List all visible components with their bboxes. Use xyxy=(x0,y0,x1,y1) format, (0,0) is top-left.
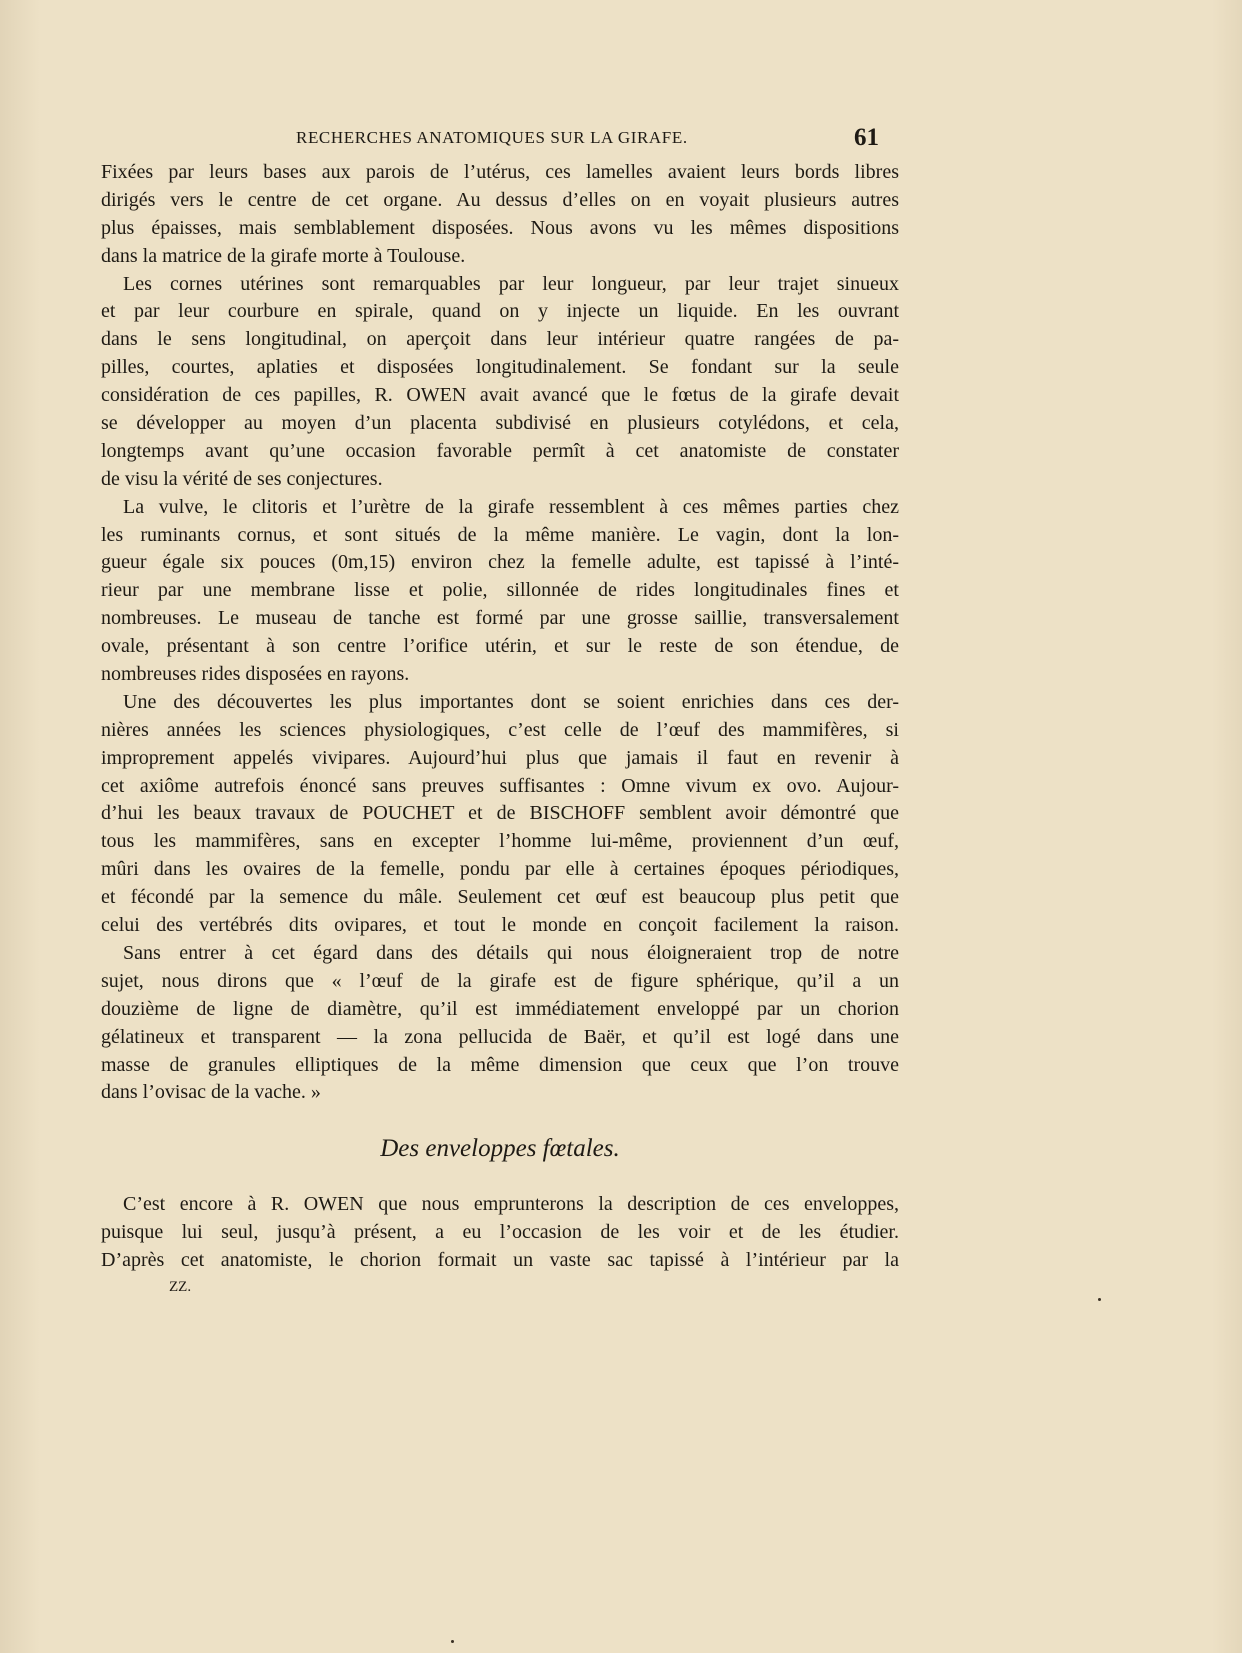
running-title: RECHERCHES ANATOMIQUES SUR LA GIRAFE. xyxy=(296,128,688,147)
text-line: gélatineux et transparent — la zona pellucida de Baër, et qu’il est logé dans une xyxy=(101,1025,899,1048)
text-line: C’est encore à R. OWEN que nous emprunterons la description de ces enveloppes, xyxy=(123,1193,899,1216)
text-line: gueur égale six pouces (0m,15) environ chez la femelle adulte, est tapissé à l’inté- xyxy=(101,551,899,574)
text-line: se développer au moyen d’un placenta subdivisé en plusieurs cotylédons, et cela, xyxy=(101,412,899,435)
text-line: dans la matrice de la girafe morte à Toulouse. xyxy=(101,244,466,267)
text-line: et par leur courbure en spirale, quand on y injecte un liquide. En les ouvrant xyxy=(101,300,899,323)
text-line: ovale, présentant à son centre l’orifice utérin, et sur le reste de son étendue, de xyxy=(101,635,899,658)
text-line: sujet, nous dirons que « l’œuf de la girafe est de figure sphérique, qu’il a un xyxy=(101,969,899,992)
text-line: mûri dans les ovaires de la femelle, pondu par elle à certaines époques périodiques, xyxy=(101,858,899,881)
body-text xyxy=(101,159,899,1299)
text-line: nières années les sciences physiologiques, c’est celle de l’œuf des mammifères, si xyxy=(101,718,899,741)
text-line: cet axiôme autrefois énoncé sans preuves suffisantes : Omne vivum ex ovo. Aujour- xyxy=(101,774,899,797)
text-line: nombreuses rides disposées en rayons. xyxy=(101,663,410,686)
text-line: masse de granules elliptiques de la même dimension que ceux que l’on trouve xyxy=(101,1053,899,1076)
text-line: longtemps avant qu’une occasion favorable permît à cet anatomiste de constater xyxy=(101,439,899,462)
text-line: D’après cet anatomiste, le chorion formait un vaste sac tapissé à l’intérieur par la xyxy=(101,1249,899,1272)
text-line: nombreuses. Le museau de tanche est formé par une grosse saillie, transversalement xyxy=(101,607,899,630)
text-line: Fixées par leurs bases aux parois de l’utérus, ces lamelles avaient leurs bords libres xyxy=(101,161,899,183)
paragraphs-after-heading xyxy=(101,1191,899,1275)
text-line: Sans entrer à cet égard dans des détails qui nous éloigneraient trop de notre xyxy=(123,941,899,964)
text-line: pilles, courtes, aplaties et disposées longitudinalement. Se fondant sur la seule xyxy=(101,356,899,379)
text-line: rieur par une membrane lisse et polie, sillonnée de rides longitudinales fines et xyxy=(101,579,899,602)
text-line: improprement appelés vivipares. Aujourd’hui plus que jamais il faut en revenir à xyxy=(101,746,899,769)
running-head xyxy=(100,124,900,154)
section-heading: Des enveloppes fœtales. xyxy=(380,1135,620,1163)
ink-speck xyxy=(1098,1298,1101,1301)
text-line: La vulve, le clitoris et l’urètre de la girafe ressemblent à ces mêmes parties chez xyxy=(123,495,899,518)
text-line: tous les mammifères, sans en excepter l’homme lui-même, proviennent d’un œuf, xyxy=(101,830,899,853)
text-line: celui des vertébrés dits ovipares, et tout le monde en conçoit facilement la raison. xyxy=(101,914,899,937)
text-line: considération de ces papilles, R. OWEN avait avancé que le fœtus de la girafe devait xyxy=(101,384,899,407)
text-line: douzième de ligne de diamètre, qu’il est immédiatement enveloppé par un chorion xyxy=(101,997,899,1020)
text-line: dans le sens longitudinal, on aperçoit dans leur intérieur quatre rangées de pa- xyxy=(101,328,899,351)
text-line: Une des découvertes les plus importantes dont se soient enrichies dans ces der- xyxy=(123,690,899,713)
text-line: dans l’ovisac de la vache. » xyxy=(101,1081,321,1104)
text-line: de visu la vérité de ses conjectures. xyxy=(101,467,383,490)
text-line: dirigés vers le centre de cet organe. Au dessus d’elles on en voyait plusieurs autres xyxy=(101,188,899,211)
text-line: d’hui les beaux travaux de POUCHET et de BISCHOFF semblent avoir démontré que xyxy=(101,802,899,825)
paragraphs-before-heading xyxy=(101,159,899,1107)
page-number: 61 xyxy=(854,124,879,151)
text-line: plus épaisses, mais semblablement disposées. Nous avons vu les mêmes dispositions xyxy=(101,216,899,239)
text-line: Les cornes utérines sont remarquables par leur longueur, par leur trajet sinueux xyxy=(123,272,899,295)
text-line: les ruminants cornus, et sont situés de la même manière. Le vagin, dont la lon- xyxy=(101,523,899,546)
signature-mark: ZZ. xyxy=(169,1278,192,1295)
text-line: et fécondé par la semence du mâle. Seulement cet œuf est beaucoup plus petit que xyxy=(101,886,899,909)
ink-speck xyxy=(451,1640,454,1643)
text-line: puisque lui seul, jusqu’à présent, a eu l’occasion de les voir et de les étudier. xyxy=(101,1221,899,1244)
